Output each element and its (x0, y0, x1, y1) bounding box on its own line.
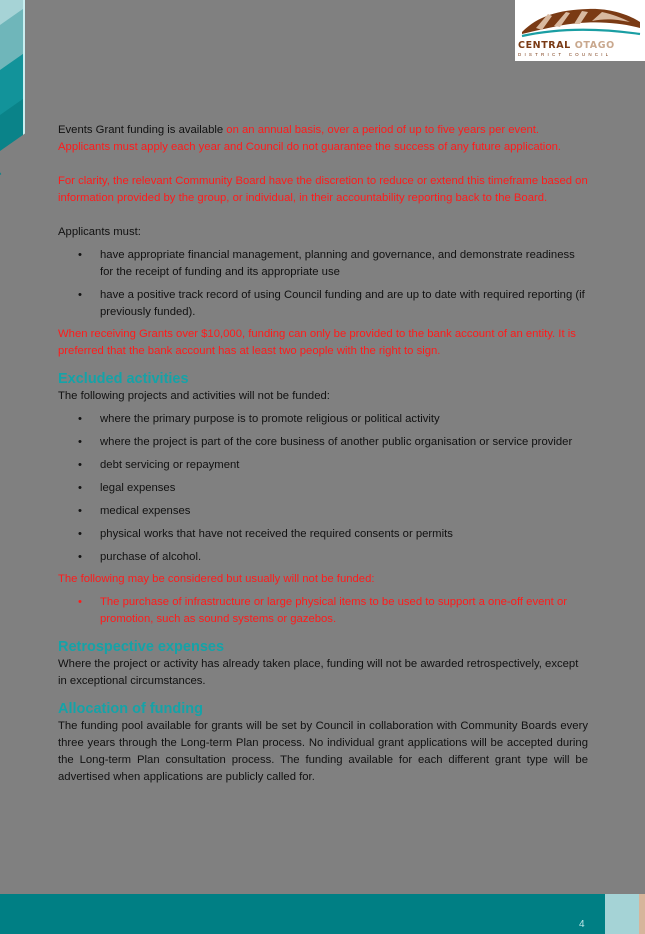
bank-account-note: When receiving Grants over $10,000, funding can only be provided to the bank account of an entity. It is preferred that the bank account has at least two people with the right to sign. (58, 328, 576, 357)
excluded-lead: The following projects and activities will not be funded: (58, 390, 330, 402)
heading-retrospective-expenses: Retrospective expenses (58, 639, 225, 655)
list-item: • The purchase of infrastructure or large physical items to be used to support a one-off event or promotion, such as sound systems or gazebos. (58, 594, 588, 628)
decorative-left-stripe (0, 0, 25, 178)
list-item: • have appropriate financial management, planning and governance, and demonstrate readiness for the receipt of funding and its appropriate use (58, 247, 588, 281)
applicants-list (58, 247, 588, 321)
list-item: • where the project is part of the core business of another public organisation or service provider (58, 434, 588, 451)
document-body (58, 122, 588, 786)
council-logo (515, 0, 645, 61)
heading-allocation-of-funding: Allocation of funding (58, 701, 203, 717)
retrospective-body: Where the project or activity has already taken place, funding will not be awarded retrospectively, except in exceptional circumstances. (58, 658, 579, 687)
list-item: • have a positive track record of using Council funding and are up to date with required reporting (if previously funded). (58, 287, 588, 321)
list-item: • physical works that have not received the required consents or permits (58, 526, 588, 543)
clarity-paragraph: For clarity, the relevant Community Board have the discretion to reduce or extend this timeframe based on information provided by the group, or individual, in their accountability reporting back to the Board. (58, 175, 588, 204)
footer-tan-strip (639, 894, 645, 934)
excluded-list (58, 411, 588, 566)
heading-excluded-activities: Excluded activities (58, 371, 189, 387)
intro-paragraph: Events Grant funding is available on an annual basis, over a period of up to five years per event. Applicants must apply each year and Council do not guarantee the success of any future application. (58, 124, 562, 153)
list-item: • legal expenses (58, 480, 588, 497)
applicants-lead: Applicants must: (58, 226, 141, 238)
list-item: • debt servicing or repayment (58, 457, 588, 474)
page-number: 4 (579, 919, 585, 930)
mountain-logo-icon (518, 4, 642, 38)
logo-subtitle: DISTRICT COUNCIL (518, 52, 612, 57)
page-footer (0, 894, 645, 934)
allocation-body: The funding pool available for grants will be set by Council in collaboration with Community Boards every three years through the Long-term Plan process. No individual grant applications will be accepted during the Long-term Plan consultation process. The funding available for each different grant type will be advertised when applications are publicly called for. (58, 720, 588, 783)
list-item: • medical expenses (58, 503, 588, 520)
list-item: • purchase of alcohol. (58, 549, 588, 566)
list-item: • where the primary purpose is to promote religious or political activity (58, 411, 588, 428)
footer-accent-block (605, 894, 639, 934)
may-be-considered-list (58, 594, 588, 628)
logo-wordmark: CENTRAL OTAGO (518, 40, 615, 51)
may-be-considered-lead: The following may be considered but usually will not be funded: (58, 573, 375, 585)
